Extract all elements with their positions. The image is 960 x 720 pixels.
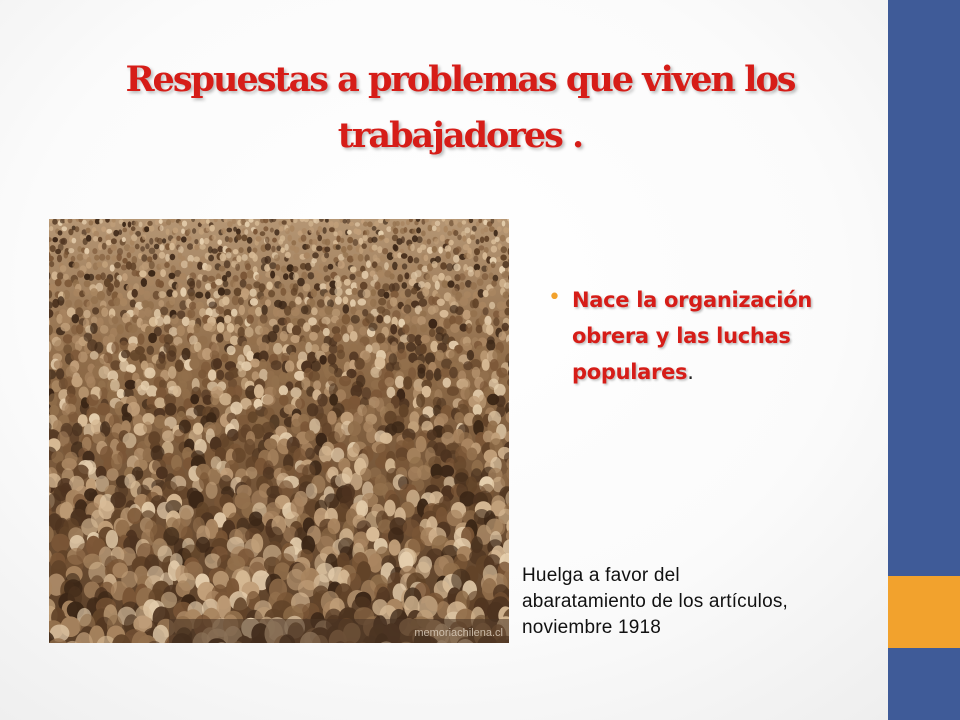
caption-line-2: abaratamiento de los artículos, — [522, 591, 789, 612]
bullet-main-text: Nace la organización obrera y las luchas populares — [572, 288, 812, 384]
bullet-marker-icon: • — [548, 285, 561, 310]
title-line-2: trabajadores . — [337, 115, 583, 156]
slide-title — [60, 52, 860, 164]
crowd-photo — [49, 219, 509, 643]
bullet-text — [572, 282, 848, 390]
photo-watermark: memoriachilena.cl — [414, 627, 503, 639]
photo-caption — [522, 563, 867, 641]
title-line-1: Respuestas a problemas que viven los — [125, 59, 795, 100]
bullet-list — [548, 282, 848, 390]
crowd-photo-graphic — [49, 219, 509, 643]
caption-line-3: noviembre 1918 — [522, 617, 662, 638]
sidebar-accent-square — [888, 576, 960, 648]
bullet-item — [548, 282, 848, 390]
caption-line-1: Huelga a favor del — [522, 565, 680, 586]
bullet-period: . — [687, 360, 694, 384]
